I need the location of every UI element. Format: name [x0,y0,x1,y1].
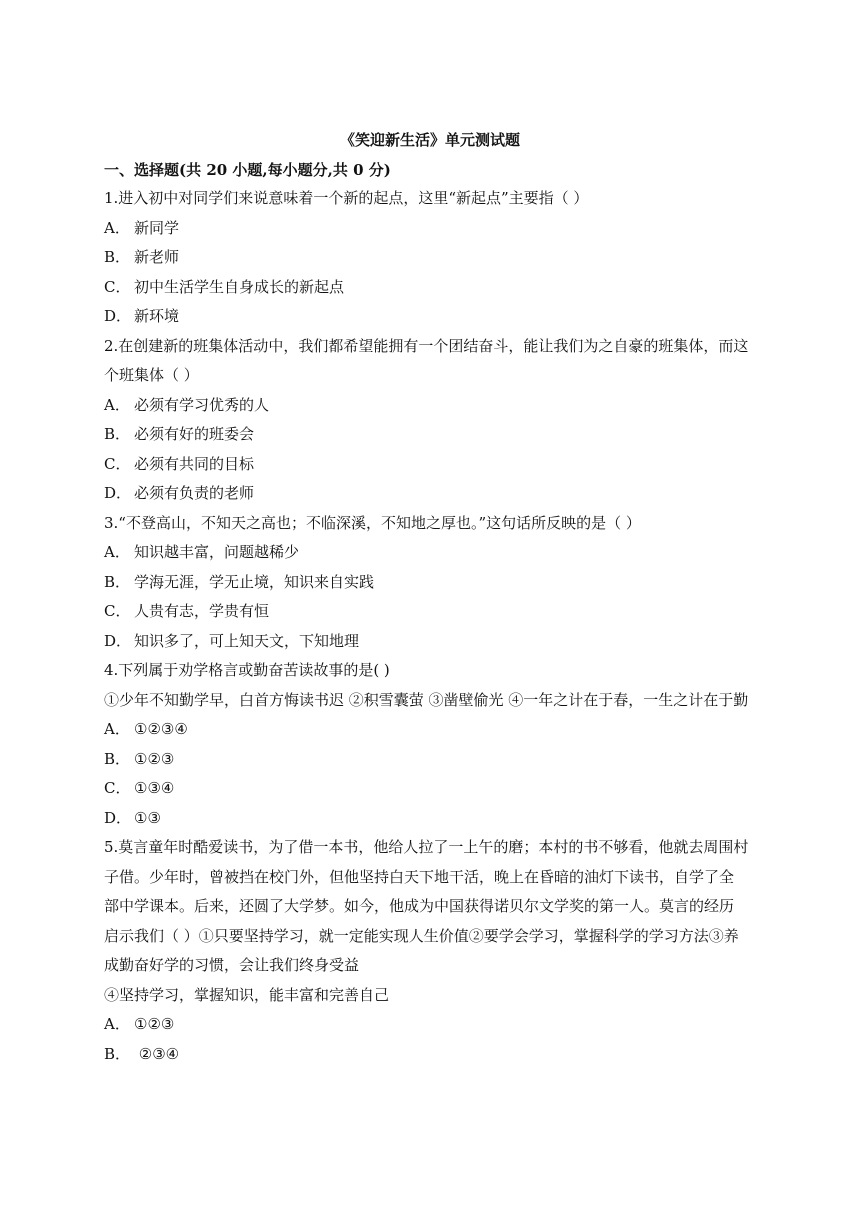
answer-option [104,1043,758,1065]
option-letter: D． [104,631,132,650]
section-heading: 一、选择题(共 20 小题,每小题分,共 0 分) [104,161,391,179]
option-text: ②③④ [134,1044,180,1063]
question-4 [104,659,758,829]
answer-option [104,276,758,298]
question-5 [104,836,758,1065]
option-text: 必须有负责的老师 [134,484,255,502]
question-stem-line: 2.在创建新的班集体活动中，我们都希望能拥有一个团结奋斗，能让我们为之自豪的班集体，而这 [104,336,749,355]
question-stem-line: 1.进入初中对同学们来说意味着一个新的起点，这里“新起点”主要指（ ） [104,189,589,207]
answer-option [104,217,758,239]
answer-option [104,748,758,770]
option-letter: D． [104,484,132,502]
question-stem-line: 5.莫言童年时酷爱读书，为了借一本书，他给人拉了一上午的磨；本村的书不够看，他就去周围村 [104,838,749,856]
answer-option [104,482,758,504]
option-letter: A． [104,395,130,414]
option-letter: C． [104,277,131,296]
option-text: 新同学 [134,218,180,237]
question-stem-line: 4.下列属于劝学格言或勤奋苦读故事的是( ) [104,661,390,679]
option-text: 人贵有志，学贵有恒 [134,602,270,620]
question-stem-line: ④坚持学习，掌握知识，能丰富和完善自己 [104,985,390,1004]
answer-option [104,246,758,268]
question-stem-line: 启示我们（ ）①只要坚持学习，就一定能实现人生价值②要学会学习，掌握科学的学习方法③养 [104,926,739,945]
option-text: 必须有学习优秀的人 [134,395,270,414]
answer-option [104,541,758,563]
option-text: 新环境 [134,307,180,325]
option-text: 新老师 [134,248,180,266]
question-list [104,187,758,1072]
option-text: 学海无涯，学无止境，知识来自实践 [134,572,375,591]
answer-option [104,305,758,327]
question-stem-line: 成勤奋好学的习惯，会让我们终身受益 [104,956,360,974]
option-letter: C． [104,602,131,620]
option-text: ①②③④ [134,720,188,738]
option-letter: D． [104,808,132,827]
answer-option [104,718,758,740]
option-letter: A． [104,218,130,237]
option-text: 知识越丰富，问题越稀少 [134,543,300,561]
option-text: 知识多了，可上知天文，下知地理 [134,631,360,650]
page-title: 《笑迎新生活》单元测试题 [339,131,520,149]
question-3 [104,512,758,652]
answer-option [104,394,758,416]
option-text: 必须有共同的目标 [134,454,255,473]
option-text: 必须有好的班委会 [134,425,255,443]
question-stem-line: 3.“不登高山，不知天之高也；不临深溪，不知地之厚也。”这句话所反映的是（ ） [104,513,641,532]
question-1 [104,187,758,327]
option-letter: D． [104,307,132,325]
option-letter: B． [104,572,131,591]
option-text: ①②③ [134,1015,175,1033]
option-letter: A． [104,543,130,561]
question-stem-line: ①少年不知勤学早，白首方悔读书迟 ②积雪囊萤 ③凿壁偷光 ④一年之计在于春，一生之计在于勤 [104,690,749,709]
question-stem-line: 部中学课本。后来，还圆了大学梦。如今，他成为中国获得诺贝尔文学奖的第一人。莫言的经历 [104,897,735,915]
answer-option [104,1013,758,1035]
option-letter: A． [104,720,130,738]
option-text: ①③④ [134,779,175,797]
answer-option [104,807,758,829]
option-text: ①③ [134,808,161,827]
option-letter: C． [104,779,131,797]
option-text: ①②③ [134,749,175,768]
answer-option [104,453,758,475]
option-letter: C． [104,454,131,473]
answer-option [104,571,758,593]
answer-option [104,600,758,622]
question-stem-line: 子借。少年时，曾被挡在校门外，但他坚持白天下地干活，晚上在昏暗的油灯下读书，自学了全 [104,867,735,886]
question-stem-line: 个班集体（ ） [104,366,199,384]
answer-option [104,423,758,445]
answer-option [104,777,758,799]
option-letter: B． [104,749,131,768]
option-letter: B． [104,1044,131,1063]
option-text: 初中生活学生自身成长的新起点 [134,277,345,296]
option-letter: B． [104,248,131,266]
option-letter: A． [104,1015,130,1033]
answer-option [104,630,758,652]
option-letter: B． [104,425,131,443]
question-2 [104,335,758,505]
